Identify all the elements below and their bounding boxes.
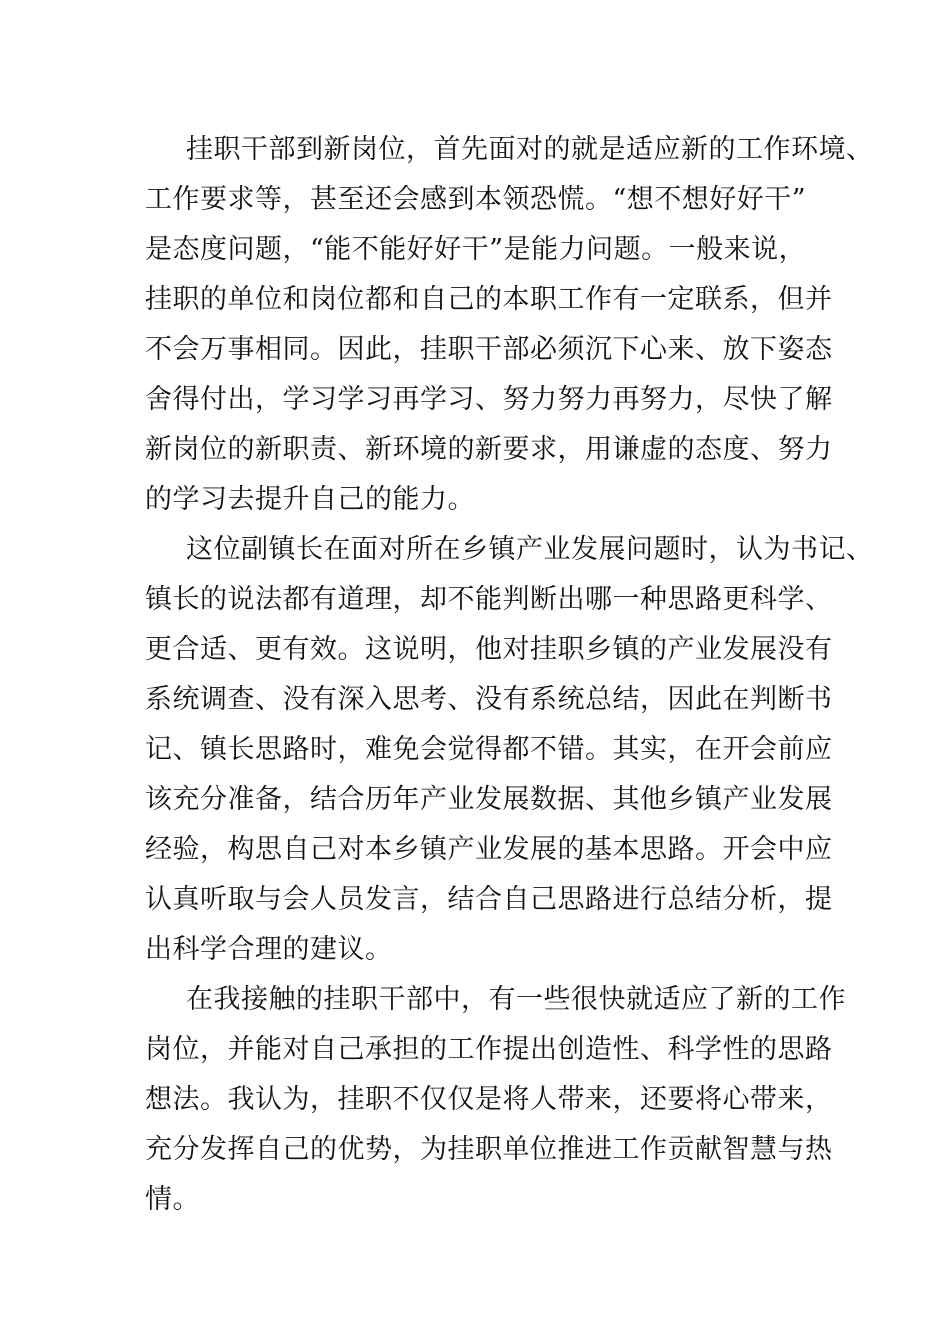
text-line: 岗位，并能对自己承担的工作提出创造性、科学性的思路 [145,1034,833,1065]
text-line: 这位副镇长在面对所在乡镇产业发展问题时，认为书记、 [186,534,874,565]
text-line: 出科学合理的建议。 [145,934,393,965]
text-line: 认真听取与会人员发言，结合自己思路进行总结分析，提 [145,884,833,915]
text-line: 系统调查、没有深入思考、没有系统总结，因此在判断书 [145,684,833,715]
text-line: 挂职的单位和岗位都和自己的本职工作有一定联系，但并 [145,284,833,315]
text-line: 舍得付出，学习学习再学习、努力努力再努力，尽快了解 [145,384,833,415]
text-line: 是态度问题，“能不能好好干”是能力问题。一般来说， [145,234,807,265]
text-line: 更合适、更有效。这说明，他对挂职乡镇的产业发展没有 [145,634,833,665]
text-line: 镇长的说法都有道理，却不能判断出哪一种思路更科学、 [145,584,833,615]
text-line: 想法。我认为，挂职不仅仅是将人带来，还要将心带来， [145,1084,833,1115]
text-line: 工作要求等，甚至还会感到本领恐慌。“想不想好好干” [145,184,807,215]
text-line: 记、镇长思路时，难免会觉得都不错。其实，在开会前应 [145,734,833,765]
text-line: 充分发挥自己的优势，为挂职单位推进工作贡献智慧与热 [145,1134,833,1165]
text-line: 在我接触的挂职干部中，有一些很快就适应了新的工作 [186,984,846,1015]
text-line: 的学习去提升自己的能力。 [145,484,475,515]
text-line: 情。 [145,1184,200,1215]
text-line: 经验，构思自己对本乡镇产业发展的基本思路。开会中应 [145,834,833,865]
text-line: 不会万事相同。因此，挂职干部必须沉下心来、放下姿态 [145,334,833,365]
text-line: 该充分准备，结合历年产业发展数据、其他乡镇产业发展 [145,784,833,815]
text-line: 新岗位的新职责、新环境的新要求，用谦虚的态度、努力 [145,434,833,465]
text-line: 挂职干部到新岗位，首先面对的就是适应新的工作环境、 [186,134,874,165]
